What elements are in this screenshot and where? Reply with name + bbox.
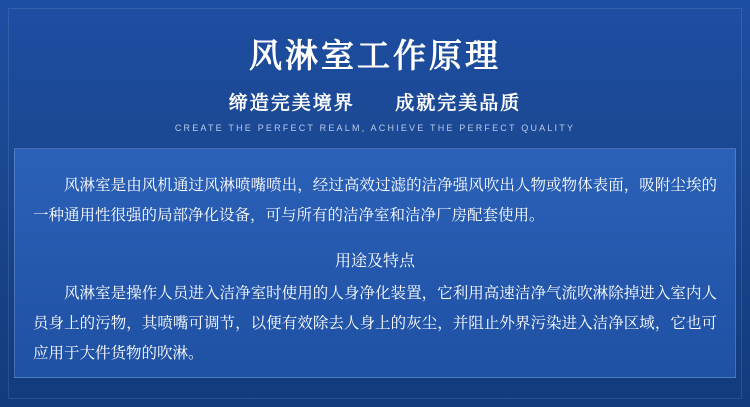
subtitle-right: 成就完美品质 — [395, 92, 522, 114]
content-card — [14, 148, 736, 378]
intro-paragraph: 风淋室是由风机通过风淋喷嘴喷出，经过高效过滤的洁净强风吹出人物或物体表面，吸附尘埃的一种通用性很强的局部净化设备，可与所有的洁净室和洁净厂房配套使用。 — [33, 177, 717, 224]
section-heading: 用途及特点 — [334, 253, 415, 270]
subtitle-left: 缔造完美境界 — [228, 92, 355, 114]
page-title: 风淋室工作原理 — [249, 37, 501, 74]
features-paragraph: 风淋室是操作人员进入洁净室时使用的人身净化装置，它利用高速洁净气流吹淋除掉进入室内人员身上的污物，其喷嘴可调节，以便有效除去人身上的灰尘，并阻止外界污染进入洁净区域，它也可应用于大件货物的吹淋。 — [33, 285, 717, 362]
poster-header — [0, 0, 750, 133]
subtitle-english: CREATE THE PERFECT REALM, ACHIEVE THE PERFECT QUALITY — [174, 122, 576, 133]
subtitle — [0, 88, 750, 115]
